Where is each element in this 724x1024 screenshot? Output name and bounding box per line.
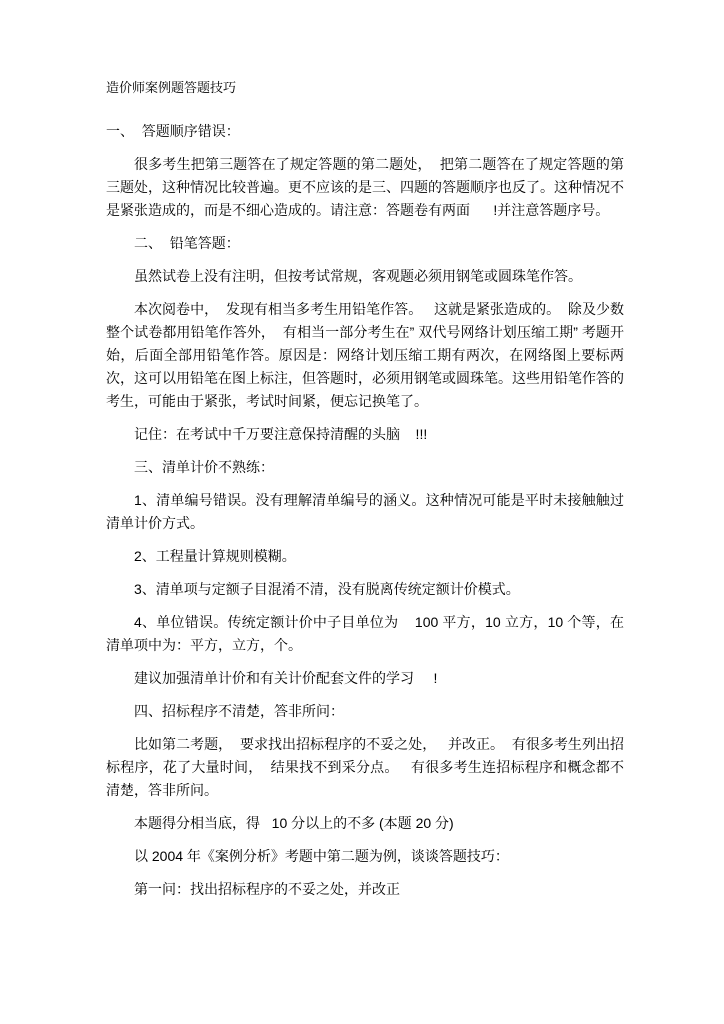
paragraph: 很多考生把第三题答在了规定答题的第二题处， 把第二题答在了规定答题的第三题处，这种情况比较普遍。更不应该的是三、四题的答题顺序也反了。这种情况不是紧张造成的，而是不细心造成的。请注意：答题卷有两面 !并注意答题序号。 xyxy=(106,156,624,218)
paragraph: 建议加强清单计价和有关计价配套文件的学习 ! xyxy=(134,670,438,686)
paragraph: 第一问：找出招标程序的不妥之处，并改正 xyxy=(134,881,400,897)
paragraph: 四、招标程序不清楚，答非所问： xyxy=(134,703,344,719)
paragraph: 2、工程量计算规则模糊。 xyxy=(134,548,296,564)
paragraph: 三、清单计价不熟练： xyxy=(134,459,274,475)
paragraph: 4、单位错误。传统定额计价中子目单位为 100 平方，10 立方，10 个等，在清单项中为：平方，立方，个。 xyxy=(106,614,624,653)
paragraph: 二、 铅笔答题： xyxy=(134,235,240,251)
paragraph: 本题得分相当底，得 10 分以上的不多 (本题 20 分) xyxy=(134,815,454,831)
document-body xyxy=(106,120,624,901)
paragraph: 1、清单编号错误。没有理解清单编号的涵义。这种情况可能是平时未接触触过清单计价方式。 xyxy=(106,492,624,531)
paragraph: 记住：在考试中千万要注意保持清醒的头脑 !!! xyxy=(134,426,428,442)
paragraph: 一、 答题顺序错误： xyxy=(106,123,240,139)
page-title: 造价师案例题答题技巧 xyxy=(106,80,237,95)
paragraph: 虽然试卷上没有注明，但按考试常规，客观题必须用钢笔或圆珠笔作答。 xyxy=(134,268,582,284)
paragraph: 3、清单项与定额子目混淆不清，没有脱离传统定额计价模式。 xyxy=(134,581,520,597)
paragraph: 以 2004 年《案例分析》考题中第二题为例，谈谈答题技巧： xyxy=(134,848,509,864)
paragraph: 比如第二考题， 要求找出招标程序的不妥之处， 并改正。 有很多考生列出招标程序，花了大量时间， 结果找不到采分点。 有很多考生连招标程序和概念都不清楚，答非所问。 xyxy=(106,736,624,798)
paragraph: 本次阅卷中， 发现有相当多考生用铅笔作答。 这就是紧张造成的。 除及少数整个试卷都用铅笔作答外， 有相当一部分考生在” 双代号网络计划压缩工期” 考题开始，后面全部用铅笔作答。原因是：网络计划压缩工期有两次，在网络图上要标两次，这可以用铅笔在图上标注，但答题时，必须用钢笔或圆珠笔。这些用铅笔作答的考生，可能由于紧张，考试时间紧，便忘记换笔了。 xyxy=(106,301,624,409)
